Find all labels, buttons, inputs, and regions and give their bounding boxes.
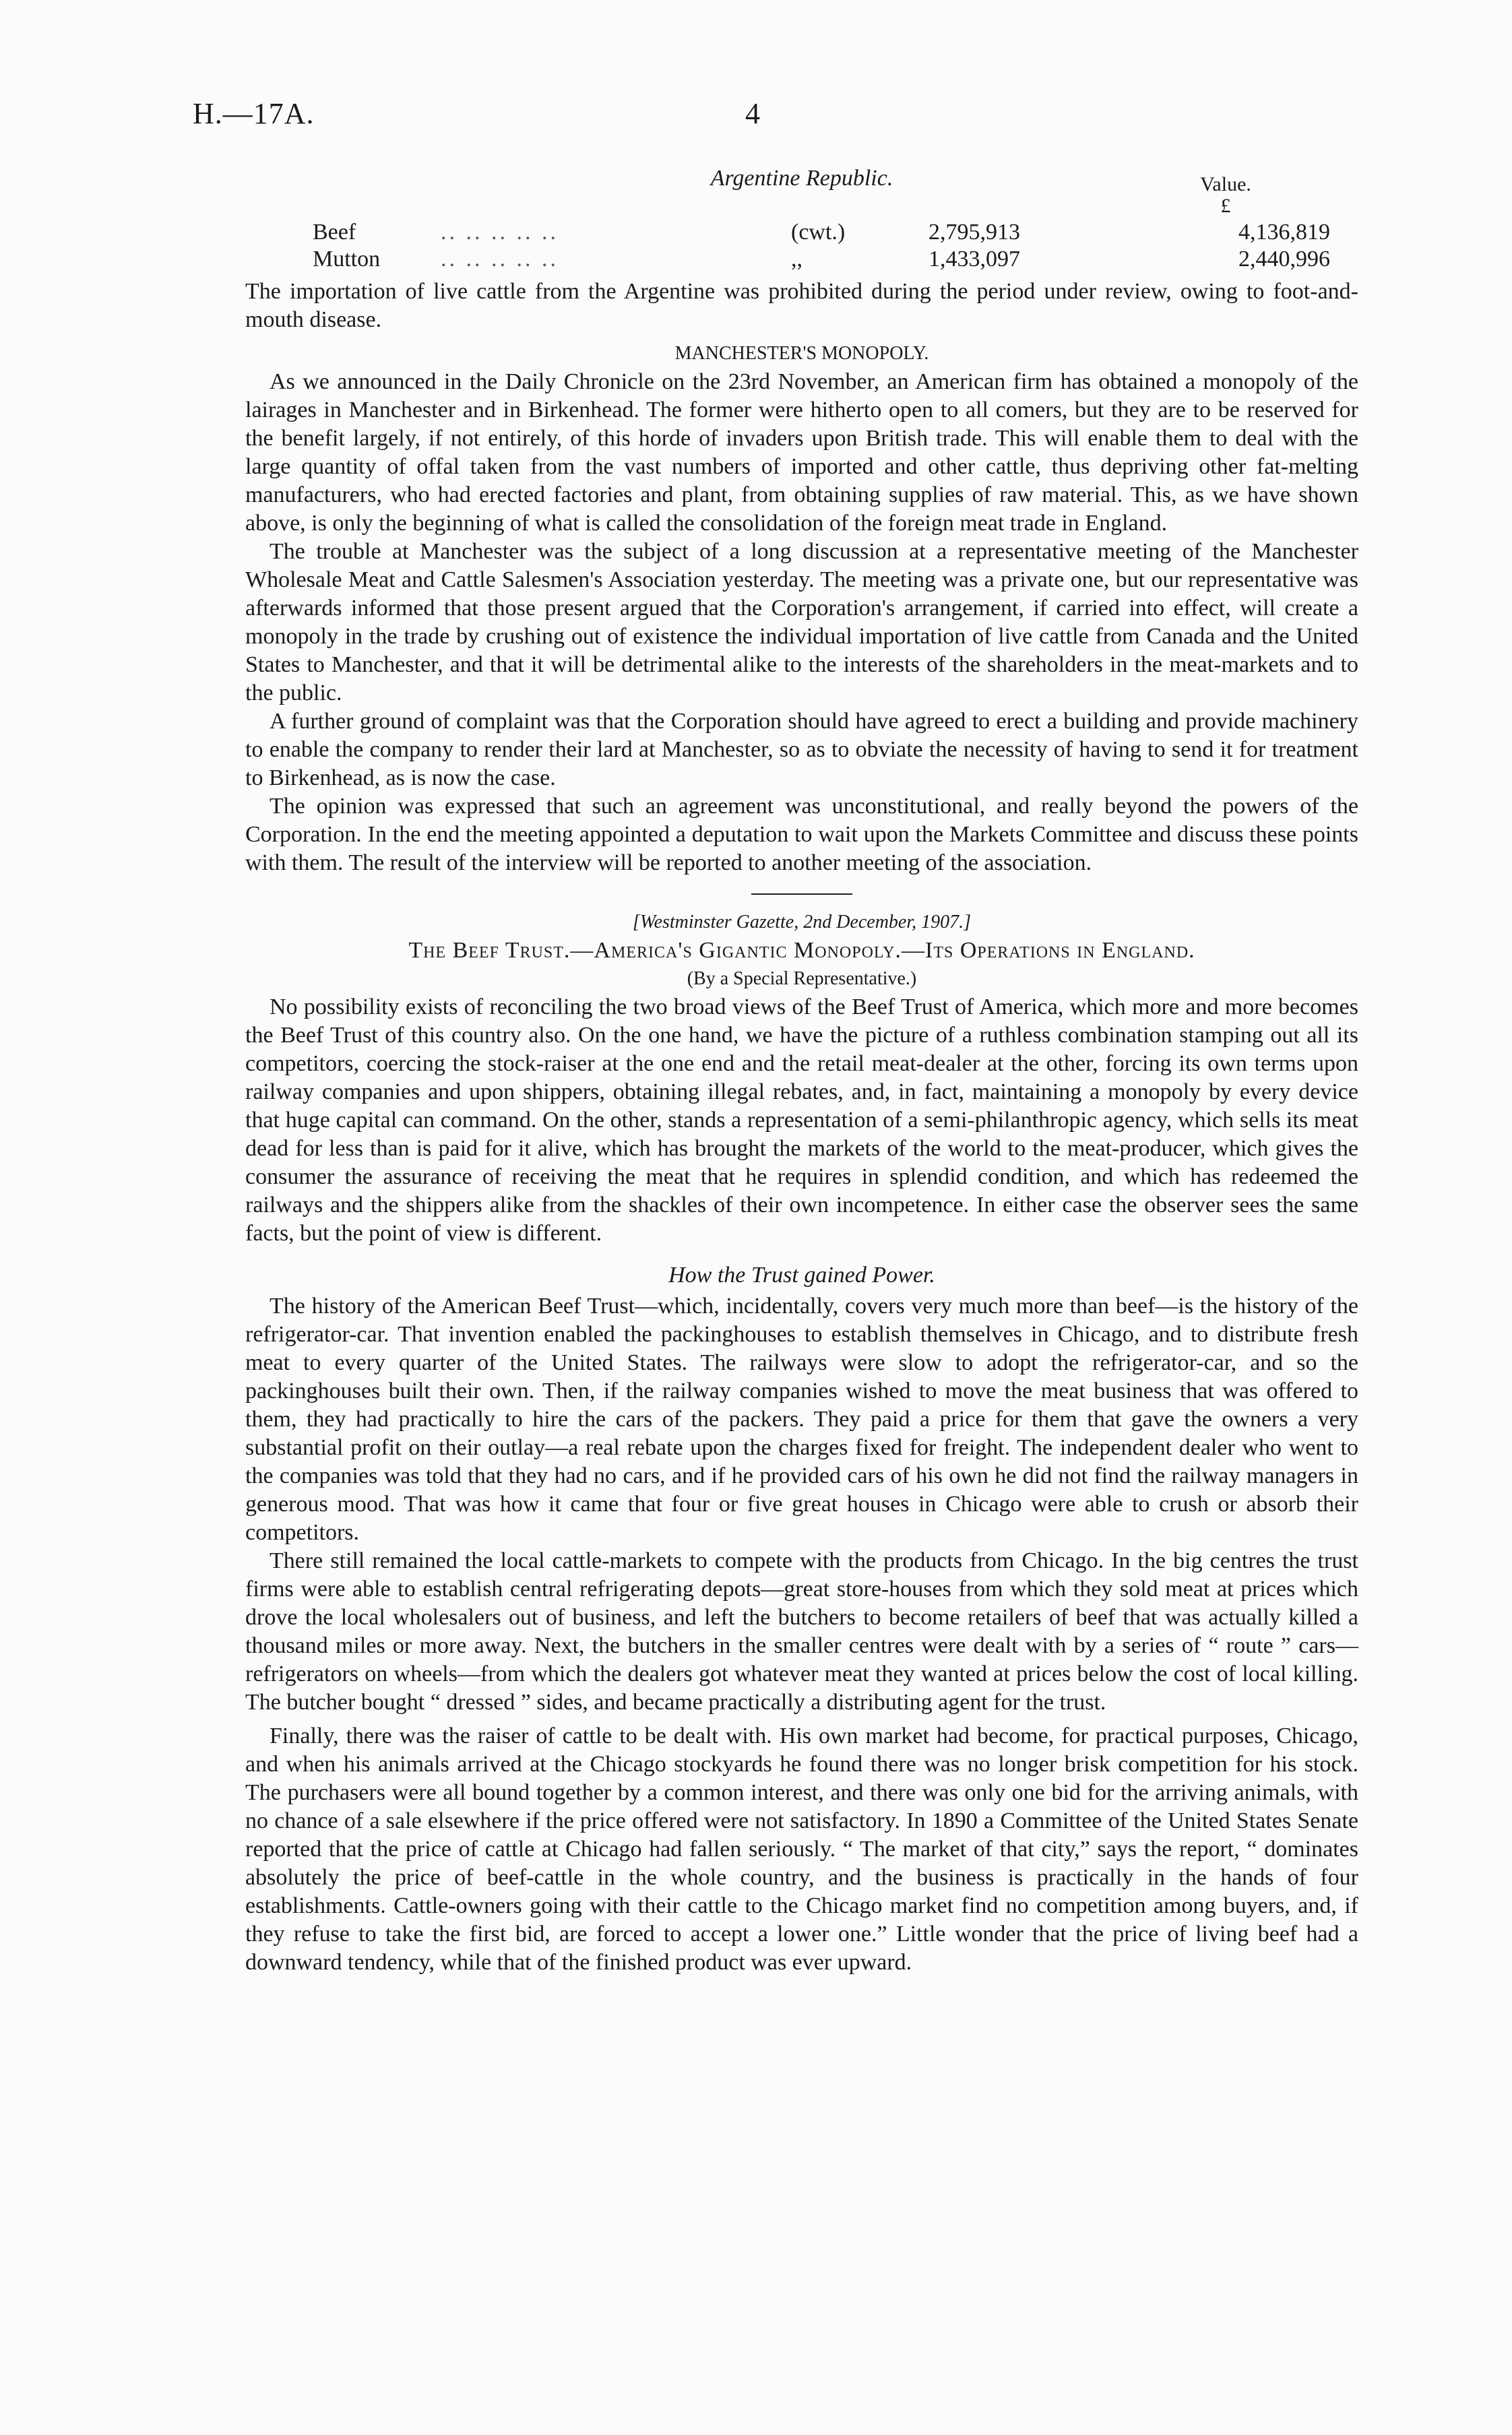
row-value: 4,136,819 xyxy=(1238,220,1330,245)
row-quantity: 2,795,913 xyxy=(928,220,1020,245)
row-unit: (cwt.) xyxy=(791,220,846,245)
row-quantity: 1,433,097 xyxy=(928,247,1020,272)
row-value: 2,440,996 xyxy=(1238,247,1330,272)
section-heading-manchester: MANCHESTER'S MONOPOLY. xyxy=(674,343,929,364)
row-leader-dots: .. .. .. .. .. xyxy=(441,247,559,272)
table-row xyxy=(245,245,1358,272)
page-header xyxy=(193,97,1365,140)
source-citation: [Westminster Gazette, 2nd December, 1907.] xyxy=(632,912,972,932)
trade-table-title: Argentine Republic. xyxy=(710,166,893,191)
row-item: Beef xyxy=(313,220,356,245)
paragraph: The opinion was expressed that such an agreement was unconstitutional, and really beyond the powers of the Corporation. In the end the meeting appointed a deputation to wait upon the Markets Committee and discuss these points with them. The result of the interview will be reported to another meeting of the association. xyxy=(245,794,1358,875)
paragraph: No possibility exists of reconciling the two broad views of the Beef Trust of America, which more and more becomes the Beef Trust of this country also. On the one hand, we have the picture of a ruthless combination stamping out all its competitors, coercing the stock-raiser at the one end and the retail meat-dealer at the other, forcing its own terms upon railway companies and upon shippers, obtaining illegal rebates, and, in fact, maintaining a monopoly by every device that huge capital can command. On the other, stands a representation of a semi-philanthropic agency, which sells its meat dead for less than is paid for it alive, which has brought the markets of the world to the meat-producer, which gives the consumer the assurance of receiving the meat that he requires in splendid condition, and which has redeemed the railways and the shippers alike from the shackles of their own incompetence. In either case the observer sees the same facts, but the point of view is different. xyxy=(245,994,1358,1246)
table-note: The importation of live cattle from the Argentine was prohibited during the period under review, owing to foot-and-mouth disease. xyxy=(245,279,1358,332)
row-item: Mutton xyxy=(313,247,381,272)
page-body xyxy=(245,162,1358,1977)
row-leader-dots: .. .. .. .. .. xyxy=(441,220,559,245)
paragraph: Finally, there was the raiser of cattle to be dealt with. His own market had become, for practical purposes, Chicago, and when his animals arrived at the Chicago stockyards he found there was no longer brisk competition for his stock. The purchasers were all bound together by a common interest, and there was only one bid for the arriving animals, with no chance of a sale elsewhere if the price offered were not satisfactory. In 1890 a Committee of the United States Senate reported that the price of cattle at Chicago had fallen seriously. “ The market of that city,” says the report, “ dominates absolutely the price of beef-cattle in the whole country, and the business is practically in the hands of four establishments. Cattle-owners going with their cattle to the Chicago market find no competition among buyers, and, if they refuse to take the first bid, are forced to accept a lower one.” Little wonder that the price of living beef had a downward tendency, while that of the finished product was ever upward. xyxy=(245,1724,1358,1975)
value-header-unit: £ xyxy=(1220,195,1231,217)
paragraph: The history of the American Beef Trust—which, incidentally, covers very much more than beef—is the history of the refrigerator-car. That invention enabled the packinghouses to establish themselves in Chicago, and to distribute fresh meat to every quarter of the United States. The railways were slow to adopt the refrigerator-car, and so the packinghouses built their own. Then, if the railway companies wished to move the meat business that was offered to them, they had practically to hire the cars of the packers. They paid a price for them that gave the owners a very substantial profit on their outlay—a real rebate upon the charges fixed for freight. The independent dealer who went to the companies was told that they had no cars, and if he provided cars of his own he did not find the railway managers in generous mood. That was how it came that four or five great houses in Chicago were able to crush or absorb their competitors. xyxy=(245,1294,1358,1545)
page-number: 4 xyxy=(745,97,760,130)
value-column-header xyxy=(1175,174,1276,217)
row-unit: ,, xyxy=(791,247,802,272)
article-byline: (By a Special Representative.) xyxy=(687,968,917,989)
section-heading-trust-power: How the Trust gained Power. xyxy=(668,1263,935,1288)
paragraph: The trouble at Manchester was the subject of a long discussion at a representative meeting of the Manchester Wholesale Meat and Cattle Salesmen's Association yesterday. The meeting was a private one, but our representative was afterwards informed that those present argued that the Corporation's arrangement, if carried into effect, will create a monopoly in the trade by crushing out of existence the individual importation of live cattle from Canada and the United States to Manchester, and that it will be detrimental alike to the interests of the shareholders in the meat-markets and to the public. xyxy=(245,539,1358,705)
article-title: The Beef Trust.—America's Gigantic Monopoly.—Its Operations in England. xyxy=(408,938,1195,963)
value-header-label: Value. xyxy=(1200,173,1251,195)
document-reference: H.—17A. xyxy=(193,97,315,130)
table-row xyxy=(245,218,1358,245)
paragraph: A further ground of complaint was that the Corporation should have agreed to erect a building and provide machinery to enable the company to render their lard at Manchester, so as to obviate the necessity of having to send it for treatment to Birkenhead, as is now the case. xyxy=(245,709,1358,790)
paragraph: There still remained the local cattle-markets to compete with the products from Chicago. In the big centres the trust firms were able to establish central refrigerating depots—great store-houses from which they sold meat at prices which drove the local wholesalers out of business, and left the butchers to become retailers of beef that was actually killed a thousand miles or more away. Next, the butchers in the smaller centres were dealt with by a series of “ route ” cars—refrigerators on wheels—from which the dealers got whatever meat they wanted at prices below the cost of local killing. The butcher bought “ dressed ” sides, and became practically a distributing agent for the trust. xyxy=(245,1548,1358,1715)
section-divider xyxy=(751,893,852,895)
trade-table-header xyxy=(245,162,1358,218)
paragraph: As we announced in the Daily Chronicle on the 23rd November, an American firm has obtained a monopoly of the lairages in Manchester and in Birkenhead. The former were hitherto open to all comers, but they are to be reserved for the benefit largely, if not entirely, of this horde of invaders upon British trade. This will enable them to deal with the large quantity of offal taken from the vast numbers of imported and other cattle, thus depriving other fat-melting manufacturers, who had erected factories and plant, from obtaining supplies of raw material. This, as we have shown above, is only the beginning of what is called the consolidation of the foreign meat trade in England. xyxy=(245,369,1358,536)
